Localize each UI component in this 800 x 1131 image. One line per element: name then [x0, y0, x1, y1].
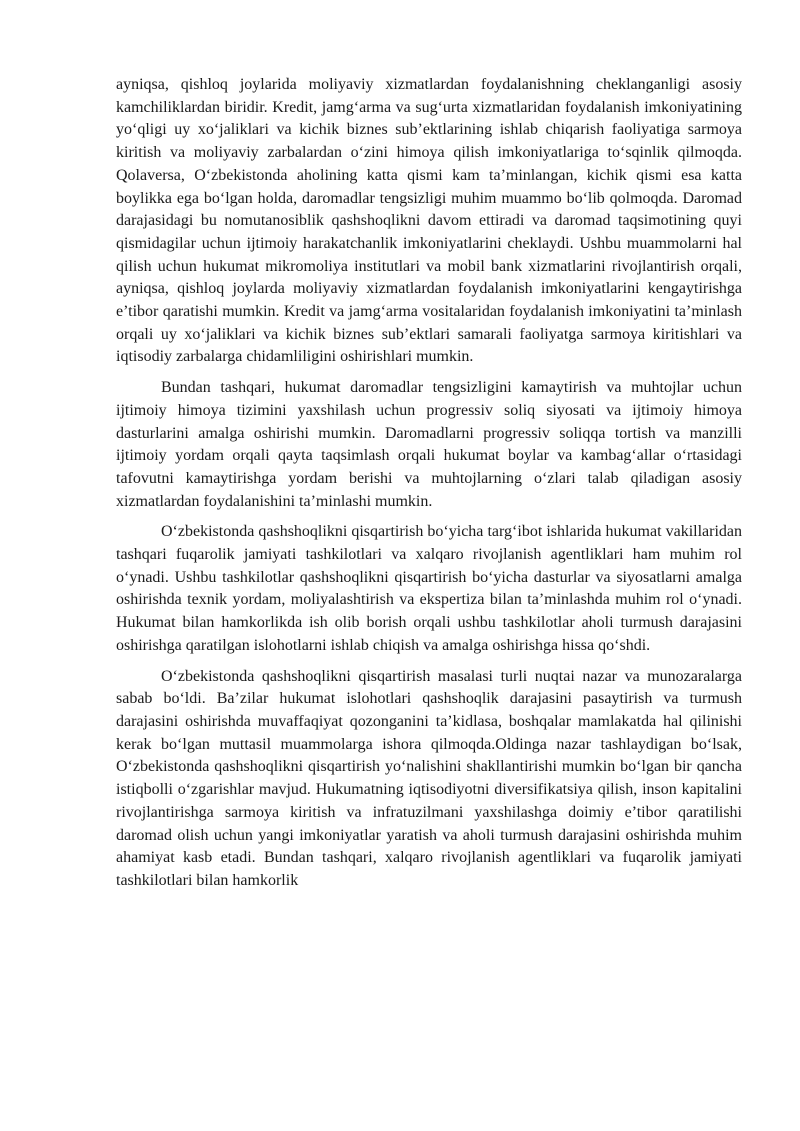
paragraph-3: O‘zbekistonda qashshoqlikni qisqartirish bo‘yicha targ‘ibot ishlarida hukumat vakillaridan tashqari fuqarolik jamiyati tashkilotlari va xalqaro rivojlanish agentliklari ham muhim rol o‘ynadi. Ushbu tashkilotlar qashshoqlikni qisqartirish bo‘yicha dasturlar va siyosatlarni amalga oshirishda texnik yordam, moliyalashtirish va ekspertiza bilan ta’minlashda muhim rol o‘ynadi. Hukumat bilan hamkorlikda ish olib borish orqali ushbu tashkilotlar aholi turmush darajasini oshirishga qaratilgan islohotlarni ishlab chiqish va amalga oshirishga hissa qo‘shdi. [116, 523, 742, 654]
paragraph-2: Bundan tashqari, hukumat daromadlar tengsizligini kamaytirish va muhtojlar uchun ijtimoiy himoya tizimini yaxshilash uchun progressiv soliq siyosati va ijtimoiy himoya dasturlarini amalga oshirishi mumkin. Daromadlarni progressiv soliqqa tortish va manzilli ijtimoiy yordam orqali qayta taqsimlash orqali hukumat boylar va kambag‘allar o‘rtasidagi tafovutni kamaytirishga yordam berishi va muhtojlarning o‘zlari talab qiladigan asosiy xizmatlardan foydalanishini ta’minlashi mumkin. [116, 379, 742, 510]
document-page [116, 74, 742, 901]
paragraph-1: ayniqsa, qishloq joylarida moliyaviy xizmatlardan foydalanishning cheklanganligi asosiy kamchiliklardan biridir. Kredit, jamg‘arma va sug‘urta xizmatlaridan foydalanish imkoniyatining yo‘qligi uy xo‘jaliklari va kichik biznes sub’ektlarining ishlab chiqarish faoliyatiga sarmoya kiritish va moliyaviy zarbalardan o‘zini himoya qilish imkoniyatlariga to‘sqinlik qilmoqda. Qolaversa, O‘zbekistonda aholining katta qismi kam ta’minlangan, kichik qismi esa katta boylikka ega bo‘lgan holda, daromadlar tengsizligi muhim muammo bo‘lib qolmoqda. Daromad darajasidagi bu nomutanosiblik qashshoqlikni davom ettiradi va daromad taqsimotining quyi qismidagilar uchun ijtimoiy harakatchanlik imkoniyatlarini cheklaydi. Ushbu muammolarni hal qilish uchun hukumat mikromoliya institutlari va mobil bank xizmatlarini rivojlantirish orqali, ayniqsa, qishloq joylarda moliyaviy xizmatlardan foydalanish imkoniyatlarini kengaytirishga e’tibor qaratishi mumkin. Kredit va jamg‘arma vositalaridan foydalanish imkoniyatini ta’minlash orqali uy xo‘jaliklari va kichik biznes sub’ektlari samarali faoliyatga sarmoya kiritishlari va iqtisodiy zarbalarga chidamliligini oshirishlari mumkin. [116, 76, 742, 366]
paragraph-4: O‘zbekistonda qashshoqlikni qisqartirish masalasi turli nuqtai nazar va munozaralarga sabab bo‘ldi. Ba’zilar hukumat islohotlari qashshoqlik darajasini pasaytirish va turmush darajasini oshirishda muvaffaqiyat qozonganini ta’kidlasa, boshqalar mamlakatda hal qilinishi kerak bo‘lgan muttasil muammolarga ishora qilmoqda.Oldinga nazar tashlaydigan bo‘lsak, O‘zbekistonda qashshoqlikni qisqartirish yo‘nalishini shakllantirishi mumkin bo‘lgan bir qancha istiqbolli o‘zgarishlar mavjud. Hukumatning iqtisodiyotni diversifikatsiya qilish, inson kapitalini rivojlantirishga sarmoya kiritish va infratuzilmani yaxshilashga doimiy e’tibor qaratilishi daromad olish uchun yangi imkoniyatlar yaratish va aholi turmush darajasini oshirishda muhim ahamiyat kasb etadi. Bundan tashqari, xalqaro rivojlanish agentliklari va fuqarolik jamiyati tashkilotlari bilan hamkorlik [116, 667, 742, 889]
